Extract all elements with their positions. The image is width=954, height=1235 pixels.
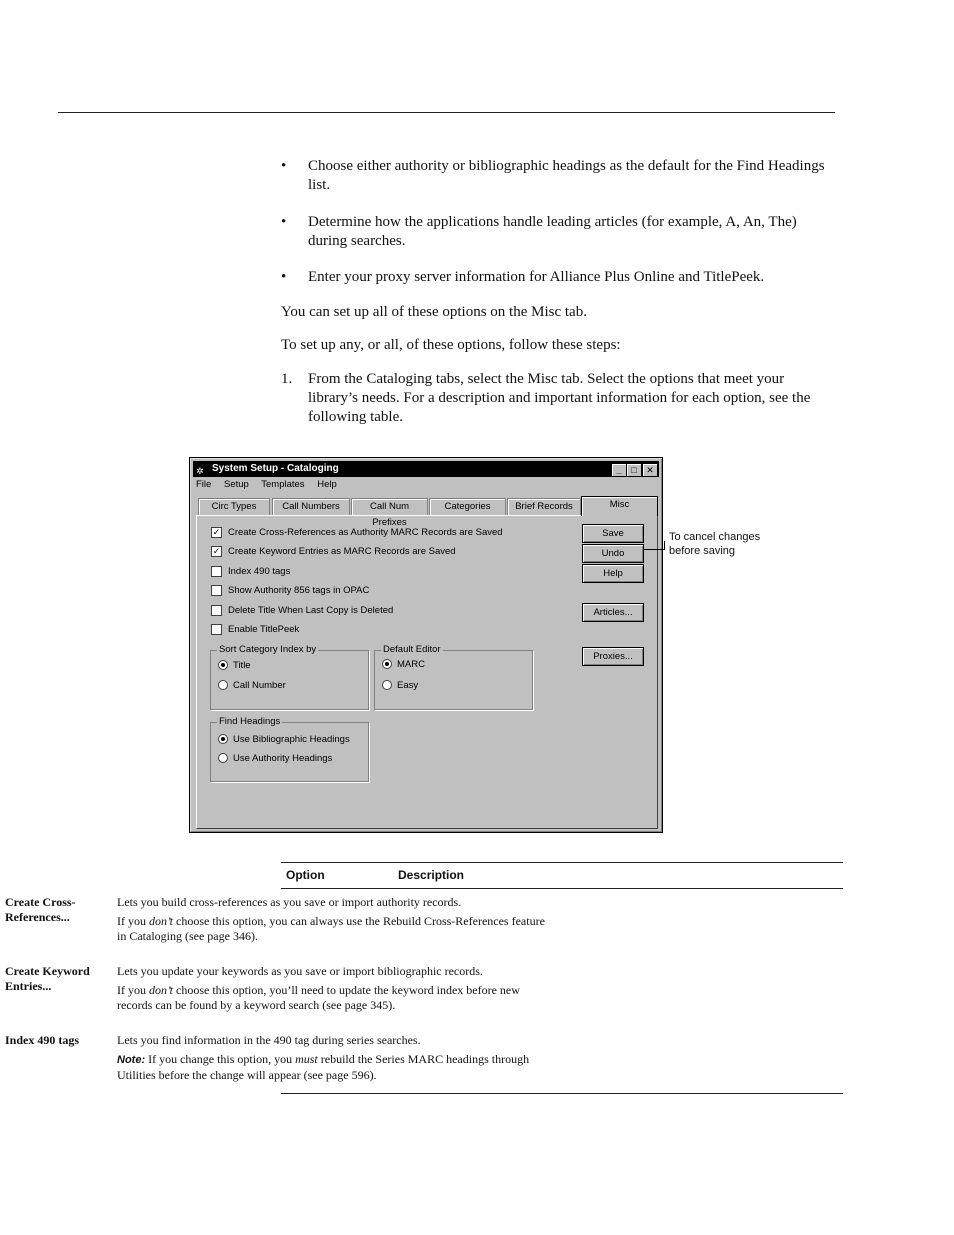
header-rule xyxy=(58,112,835,113)
check-icon: ✓ xyxy=(212,545,221,556)
description-line xyxy=(117,1052,557,1083)
radio-label: Title xyxy=(233,660,251,671)
bullet-glyph: • xyxy=(281,158,287,174)
check-icon xyxy=(211,624,222,635)
checkbox-label: Enable TitlePeek xyxy=(228,624,300,635)
header-description: Description xyxy=(398,868,465,882)
radio-selected-icon xyxy=(218,734,228,744)
tab-misc[interactable]: Misc xyxy=(581,496,658,516)
checkbox-label: Show Authority 856 tags in OPAC xyxy=(228,585,370,596)
menu-templates[interactable]: Templates xyxy=(261,479,305,490)
option-name: Create Keyword Entries... xyxy=(5,964,90,993)
radio-authority-headings[interactable] xyxy=(218,753,332,765)
tab-strip xyxy=(196,496,656,528)
text-span: choose this option, you’ll need to update the keyword index before new records can be found by a keyword search (see page 345). xyxy=(117,983,520,1012)
step-item xyxy=(281,370,837,427)
bullet-text: Determine how the applications handle leading articles (for example, A, An, The) during searches. xyxy=(308,214,797,249)
tab-brief-records[interactable]: Brief Records xyxy=(507,498,581,515)
radio-selected-icon xyxy=(382,659,392,669)
checkbox-label: Create Keyword Entries as MARC Records are Saved xyxy=(228,546,456,557)
step-text: From the Cataloging tabs, select the Misc tab. Select the options that meet your library’s needs. For a description and important information for each option, see the following table. xyxy=(308,371,811,425)
find-headings-group xyxy=(210,716,369,782)
bullet-item xyxy=(281,157,837,195)
text-span: If you change this option, you xyxy=(145,1052,296,1066)
option-name: Index 490 tags xyxy=(5,1033,80,1047)
tab-call-num-prefixes[interactable]: Call Num Prefixes xyxy=(351,498,428,515)
group-legend: Default Editor xyxy=(383,644,441,655)
checkbox-delete-title[interactable] xyxy=(211,604,393,617)
maximize-icon[interactable]: □ xyxy=(626,463,642,477)
table-bottom-rule xyxy=(281,1093,843,1094)
text-span: choose this option, you can always use the Rebuild Cross-References feature in Cataloging (see page 346). xyxy=(117,914,545,943)
radio-label: Use Bibliographic Headings xyxy=(233,734,350,745)
paragraph: You can set up all of these options on the Misc tab. xyxy=(281,304,587,320)
app-icon: ✲ xyxy=(196,466,204,476)
radio-easy[interactable] xyxy=(382,680,418,692)
bullet-text: Choose either authority or bibliographic headings as the default for the Find Headings list. xyxy=(308,158,825,193)
option-description xyxy=(117,1033,557,1087)
tab-circ-types[interactable]: Circ Types xyxy=(198,498,270,515)
option-description xyxy=(117,895,557,948)
system-setup-dialog xyxy=(189,457,663,833)
step-number: 1. xyxy=(281,371,293,387)
radio-call-number[interactable] xyxy=(218,680,286,692)
description-line: Lets you update your keywords as you save or import bibliographic records. xyxy=(117,964,483,978)
group-legend: Find Headings xyxy=(219,716,281,727)
radio-title[interactable] xyxy=(218,660,251,672)
emphasis: must xyxy=(295,1052,318,1066)
bullet-text: Enter your proxy server information for Alliance Plus Online and TitlePeek. xyxy=(308,269,765,285)
bullet-item xyxy=(281,268,837,287)
check-icon xyxy=(211,605,222,616)
note-label: Note: xyxy=(117,1054,146,1066)
emphasis: don’t xyxy=(149,983,173,997)
check-icon xyxy=(211,585,222,596)
option-description xyxy=(117,964,557,1017)
check-icon xyxy=(211,566,222,577)
header-option: Option xyxy=(286,868,325,882)
menu-bar xyxy=(196,479,347,493)
description-line xyxy=(117,914,557,944)
description-line xyxy=(117,983,557,1013)
group-legend: Sort Category Index by xyxy=(219,644,317,655)
callout-line xyxy=(643,549,664,550)
radio-icon xyxy=(218,680,228,690)
radio-bibliographic-headings[interactable] xyxy=(218,734,350,746)
undo-button[interactable]: Undo xyxy=(582,544,644,563)
emphasis: don’t xyxy=(149,914,173,928)
checkbox-label: Delete Title When Last Copy is Deleted xyxy=(228,605,394,616)
checkbox-show-authority-856[interactable] xyxy=(211,584,369,597)
checkbox-label: Index 490 tags xyxy=(228,566,291,577)
tab-categories[interactable]: Categories xyxy=(429,498,506,515)
checkbox-label: Create Cross-References as Authority MARC Records are Saved xyxy=(228,527,503,538)
paragraph: To set up any, or all, of these options, follow these steps: xyxy=(281,337,621,353)
text-span: If you xyxy=(117,983,149,997)
description-line: Lets you find information in the 490 tag during series searches. xyxy=(117,1033,421,1047)
checkbox-enable-titlepeek[interactable] xyxy=(211,623,299,636)
checkbox-create-cross-references[interactable] xyxy=(211,526,503,539)
menu-help[interactable]: Help xyxy=(317,479,337,490)
radio-label: Use Authority Headings xyxy=(233,753,333,764)
radio-icon xyxy=(218,753,228,763)
proxies-button[interactable]: Proxies... xyxy=(582,647,644,666)
option-name: Create Cross-References... xyxy=(5,895,76,924)
text-span: If you xyxy=(117,914,149,928)
minimize-icon[interactable]: _ xyxy=(611,463,627,477)
tab-call-numbers[interactable]: Call Numbers xyxy=(272,498,350,515)
default-editor-group xyxy=(374,644,533,710)
radio-selected-icon xyxy=(218,660,228,670)
radio-icon xyxy=(382,680,392,690)
callout-line xyxy=(664,541,665,550)
checkbox-index-490[interactable] xyxy=(211,565,290,578)
checkbox-create-keyword-entries[interactable] xyxy=(211,545,456,558)
help-button[interactable]: Help xyxy=(582,564,644,583)
callout-text: To cancel changes before saving xyxy=(669,531,761,557)
window-title: System Setup - Cataloging xyxy=(212,463,339,474)
title-bar xyxy=(193,461,659,477)
sort-category-group xyxy=(210,644,369,710)
options-table xyxy=(281,862,843,889)
radio-label: Easy xyxy=(397,680,419,691)
table-header xyxy=(281,863,843,889)
bullet-item xyxy=(281,213,837,251)
description-line: Lets you build cross-references as you save or import authority records. xyxy=(117,895,462,909)
save-button[interactable]: Save xyxy=(582,524,644,543)
radio-marc[interactable] xyxy=(382,659,425,671)
menu-file[interactable]: File xyxy=(196,479,212,490)
radio-label: Call Number xyxy=(233,680,286,691)
bullet-glyph: • xyxy=(281,269,287,285)
bullet-glyph: • xyxy=(281,214,287,230)
menu-setup[interactable]: Setup xyxy=(223,479,249,490)
radio-label: MARC xyxy=(397,659,425,670)
close-icon[interactable]: ✕ xyxy=(642,463,658,477)
articles-button[interactable]: Articles... xyxy=(582,603,644,622)
check-icon: ✓ xyxy=(212,526,221,537)
text-span: rebuild the Series MARC headings through Utilities before the change will appear (see page 596). xyxy=(117,1052,530,1082)
